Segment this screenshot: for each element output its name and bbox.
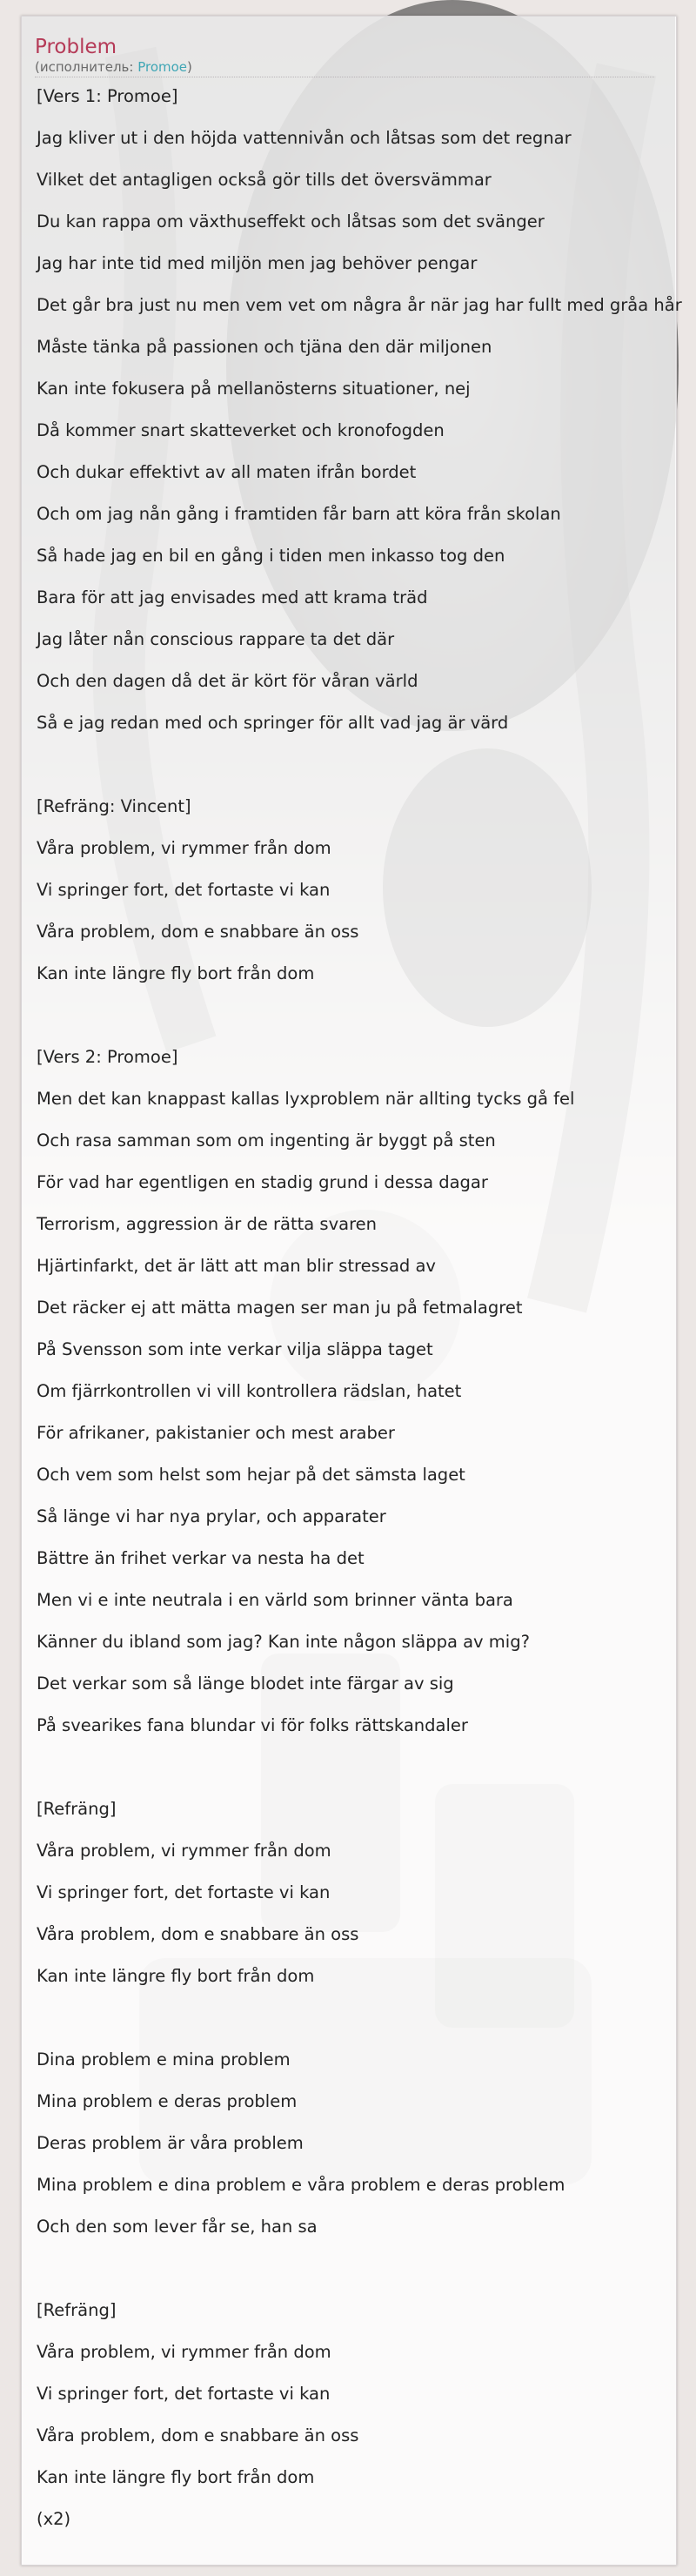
section-heading: [Refräng] [37,1799,117,1819]
artist-link[interactable]: Promoe [137,59,188,75]
lyric-line: Så länge vi har nya prylar, och apparater [37,1506,386,1526]
lyric-line: Det går bra just nu men vem vet om några år när jag har fullt med gråa hår [37,295,682,315]
song-title: Problem [35,36,117,58]
song-header [35,35,654,77]
lyric-line: Så hade jag en bil en gång i tiden men inkasso tog den [37,546,505,566]
lyric-line: Kan inte fokusera på mellanösterns situationer, nej [37,379,471,399]
lyric-line: Kan inte längre fly bort från dom [37,963,315,983]
lyric-line: Och rasa samman som om ingenting är byggt på sten [37,1130,496,1150]
lyric-line: Våra problem, dom e snabbare än oss [37,2425,359,2445]
lyric-line: Våra problem, dom e snabbare än oss [37,922,359,942]
lyric-line: Bara för att jag envisades med att krama träd [37,587,428,607]
lyric-line: Vi springer fort, det fortaste vi kan [37,880,331,900]
lyric-line: Deras problem är våra problem [37,2133,304,2153]
lyric-line: Men det kan knappast kallas lyxproblem när allting tycks gå fel [37,1089,575,1109]
blank-line [37,2005,696,2047]
lyric-line: Så e jag redan med och springer för allt vad jag är värd [37,713,509,733]
lyric-line: Kan inte längre fly bort från dom [37,2467,315,2487]
lyric-line: Jag kliver ut i den höjda vattennivån och låtsas som det regnar [37,128,572,148]
artist-suffix: ) [187,59,192,75]
lyric-line: Det räcker ej att mätta magen ser man ju på fetmalagret [37,1298,523,1318]
section-heading: [Refräng] [37,2300,117,2320]
lyric-line: Och dukar effektivt av all maten ifrån bordet [37,462,417,482]
lyric-line: Måste tänka på passionen och tjäna den där miljonen [37,337,492,357]
lyric-line: Dina problem e mina problem [37,2049,291,2070]
lyric-line: På Svensson som inte verkar vilja släppa taget [37,1339,433,1359]
lyric-line: Vilket det antagligen också gör tills det översvämmar [37,170,492,190]
lyric-line: Och den dagen då det är kört för våran värld [37,671,418,691]
lyric-line: Du kan rappa om växthuseffekt och låtsas som det svänger [37,211,545,231]
lyric-line: Och om jag nån gång i framtiden får barn att köra från skolan [37,504,561,524]
lyric-line: Jag har inte tid med miljön men jag behöver pengar [37,253,478,273]
lyric-line: (x2) [37,2509,71,2529]
lyric-line: För afrikaner, pakistanier och mest araber [37,1423,395,1443]
lyric-line: Det verkar som så länge blodet inte färgar av sig [37,1674,454,1694]
lyric-line: Våra problem, dom e snabbare än oss [37,1924,359,1944]
blank-line [37,752,696,794]
artist-prefix: (исполнитель: [35,59,138,75]
lyric-line: På svearikes fana blundar vi för folks rättskandaler [37,1715,468,1735]
lyric-line: Vi springer fort, det fortaste vi kan [37,2384,331,2404]
lyric-line: Men vi e inte neutrala i en värld som brinner vänta bara [37,1590,513,1610]
lyric-line: Och den som lever får se, han sa [37,2217,318,2237]
artist-line [35,59,654,75]
section-heading: [Vers 2: Promoe] [37,1047,178,1067]
lyric-line: Bättre än frihet verkar va nesta ha det [37,1548,365,1568]
blank-line [37,1003,696,1044]
lyric-line: Känner du ibland som jag? Kan inte någon släppa av mig? [37,1632,530,1652]
lyric-line: Våra problem, vi rymmer från dom [37,838,331,858]
lyrics-body [37,84,696,2548]
lyric-line: För vad har egentligen en stadig grund i dessa dagar [37,1172,488,1192]
lyric-line: Våra problem, vi rymmer från dom [37,1841,331,1861]
lyric-line: Om fjärrkontrollen vi vill kontrollera rädslan, hatet [37,1381,462,1401]
lyric-line: Jag låter nån conscious rappare ta det där [37,629,395,649]
lyric-line: Mina problem e dina problem e våra problem e deras problem [37,2175,566,2195]
lyric-line: Kan inte längre fly bort från dom [37,1966,315,1986]
lyric-line: Mina problem e deras problem [37,2091,298,2111]
section-heading: [Refräng: Vincent] [37,796,191,816]
lyric-line: Då kommer snart skatteverket och kronofogden [37,420,445,440]
lyric-line: Terrorism, aggression är de rätta svaren [37,1214,378,1234]
lyric-line: Hjärtinfarkt, det är lätt att man blir stressad av [37,1256,436,1276]
lyric-line: Våra problem, vi rymmer från dom [37,2342,331,2362]
lyric-line: Och vem som helst som hejar på det sämsta laget [37,1465,465,1485]
section-heading: [Vers 1: Promoe] [37,86,178,106]
blank-line [37,2256,696,2298]
blank-line [37,1754,696,1796]
lyric-line: Vi springer fort, det fortaste vi kan [37,1882,331,1902]
